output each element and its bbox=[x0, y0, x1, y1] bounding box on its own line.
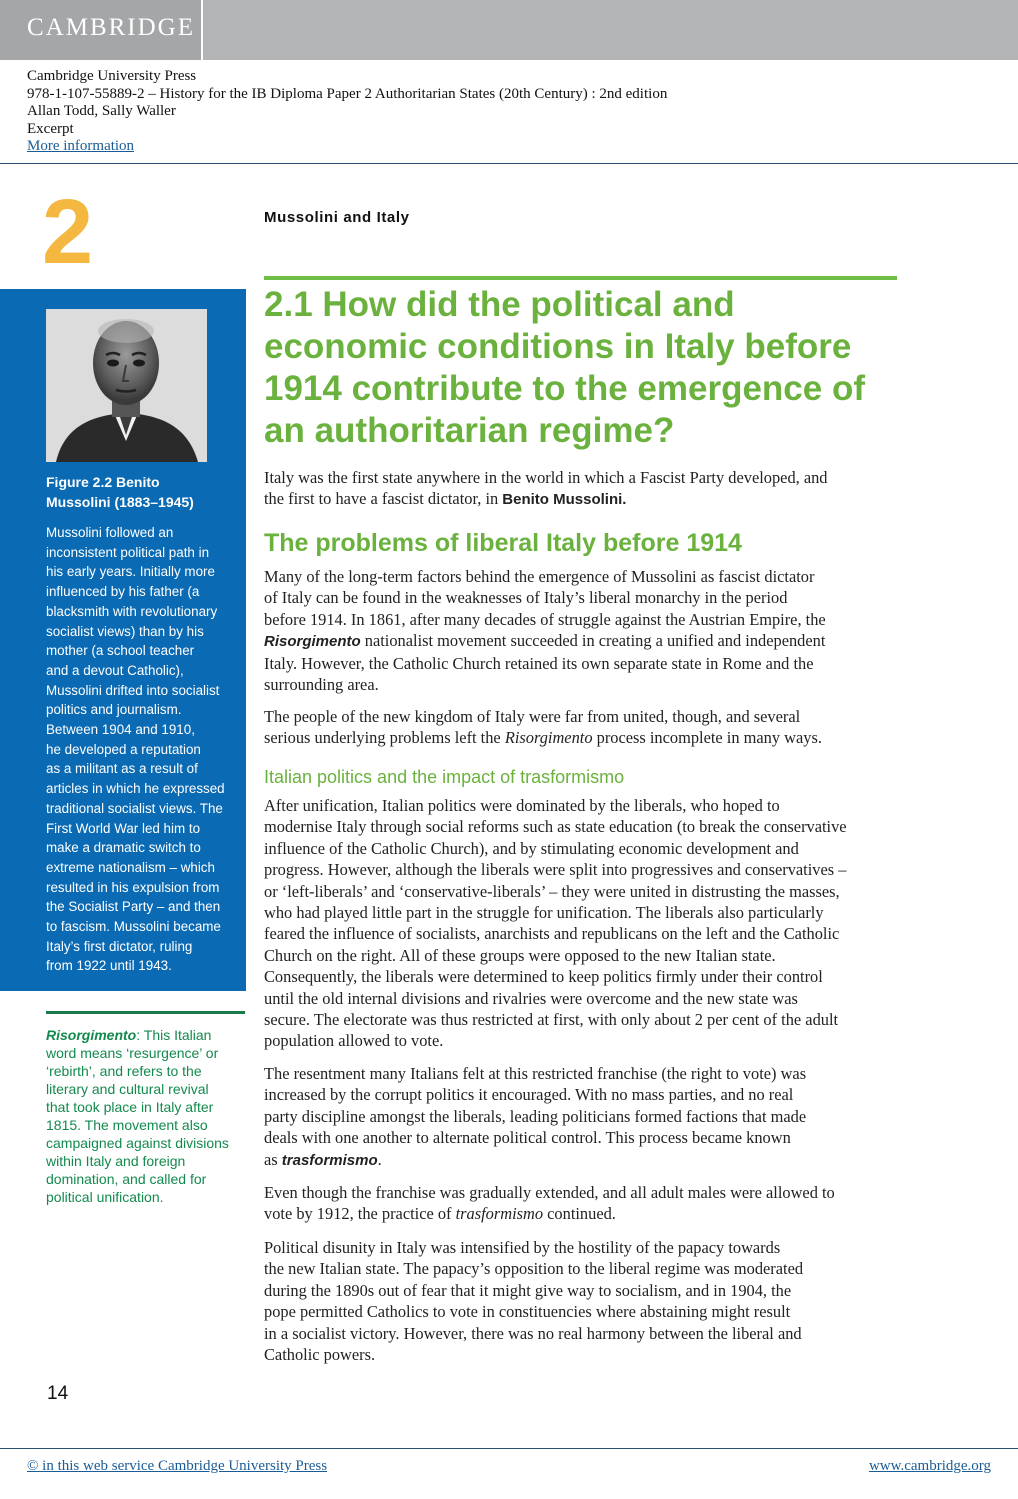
politics-paragraph-4 bbox=[264, 1237, 904, 1365]
figure-text-line: as a militant as a result of bbox=[46, 761, 198, 777]
paragraph-line-text: . bbox=[377, 1149, 382, 1169]
paragraph-line: in a socialist victory. However, there was no real harmony between the liberal and bbox=[264, 1323, 802, 1343]
paragraph-line: party discipline amongst the liberals, leading politicians formed factions that made bbox=[264, 1106, 807, 1126]
figure-text-line: he developed a reputation bbox=[46, 741, 201, 757]
paragraph-line: Consequently, the liberals were determined to keep politics firmly under their control bbox=[264, 967, 823, 987]
figure-text-line: extreme nationalism – which bbox=[46, 859, 215, 875]
paragraph-line: Even though the franchise was gradually extended, and all adult males were allowed to bbox=[264, 1183, 835, 1202]
paragraph-line-text: process incomplete in many ways. bbox=[592, 728, 822, 748]
paragraph-line-text: as bbox=[264, 1149, 282, 1169]
key-term: Risorgimento bbox=[264, 633, 361, 651]
cambridge-banner bbox=[0, 0, 1018, 60]
figure-text-line: to fascism. Mussolini became bbox=[46, 919, 221, 935]
copyright-link[interactable]: © in this web service Cambridge University Press bbox=[27, 1458, 328, 1474]
paragraph-line: pope permitted Catholics to vote in constituencies where abstaining might result bbox=[264, 1302, 791, 1322]
paragraph-line: the new Italian state. The papacy’s opposition to the liberal regime was moderated bbox=[264, 1259, 804, 1279]
glossary-first-line bbox=[46, 1026, 246, 1044]
section-title-line: 1914 contribute to the emergence of bbox=[264, 369, 865, 408]
excerpt-label: Excerpt bbox=[27, 120, 74, 137]
figure-caption bbox=[46, 472, 236, 512]
problems-paragraph-2 bbox=[264, 706, 904, 749]
paragraph-line: increased by the corrupt politics it encouraged. With no mass parties, and no real bbox=[264, 1085, 794, 1105]
figure-text-line: make a dramatic switch to bbox=[46, 840, 201, 856]
paragraph-line-text: vote by 1912, the practice of bbox=[264, 1204, 456, 1224]
figure-text-line: blacksmith with revolutionary bbox=[46, 603, 218, 619]
politics-paragraph-1 bbox=[264, 795, 904, 1052]
figure-text-line: from 1922 until 1943. bbox=[46, 958, 172, 974]
paragraph-line: modernise Italy through social reforms such as state education (to break the conservative bbox=[264, 817, 847, 837]
intro-line: Italy was the first state anywhere in the world in which a Fascist Party developed, and bbox=[264, 468, 828, 487]
page-number: 14 bbox=[47, 1383, 69, 1404]
glossary-term: Risorgimento bbox=[46, 1027, 137, 1043]
paragraph-line: surrounding area. bbox=[264, 675, 379, 695]
paragraph-line: population allowed to vote. bbox=[264, 1031, 444, 1051]
more-information-link[interactable]: More information bbox=[27, 138, 135, 155]
politics-heading: Italian politics and the impact of trasformismo bbox=[264, 767, 625, 787]
footer-divider bbox=[0, 1448, 1018, 1449]
intro-line bbox=[264, 488, 904, 510]
figure-text-line: Mussolini followed an bbox=[46, 525, 174, 540]
paragraph-line bbox=[264, 630, 904, 652]
paragraph-line: progress. However, although the liberals were split into progressives and conservatives – bbox=[264, 860, 847, 880]
paragraph-line: Many of the long-term factors behind the emergence of Mussolini as fascist dictator bbox=[264, 567, 815, 586]
cambridge-website-link[interactable]: www.cambridge.org bbox=[868, 1458, 991, 1474]
figure-text-line: articles in which he expressed bbox=[46, 781, 225, 797]
figure-description bbox=[46, 523, 242, 976]
figure-text-line: mother (a school teacher bbox=[46, 643, 195, 659]
paragraph-line: of Italy can be found in the weaknesses of Italy’s liberal monarchy in the period bbox=[264, 588, 788, 608]
italic-term: trasformismo bbox=[455, 1204, 544, 1224]
problems-paragraph-1 bbox=[264, 566, 904, 695]
mussolini-portrait bbox=[46, 309, 207, 462]
figure-text-line: politics and journalism. bbox=[46, 702, 182, 718]
figure-text-line: inconsistent political path in bbox=[46, 544, 210, 560]
paragraph-line bbox=[264, 727, 904, 748]
paragraph-line: during the 1890s out of fear that it might give way to socialism, and in 1904, the bbox=[264, 1280, 792, 1300]
paragraph-line: After unification, Italian politics were dominated by the liberals, who hoped to bbox=[264, 796, 780, 815]
paragraph-line: until the old internal divisions and rivalries were overcome and the new state was bbox=[264, 988, 798, 1008]
figure-caption-line: Figure 2.2 Benito bbox=[46, 474, 160, 490]
paragraph-line: Italy. However, the Catholic Church retained its own separate state in Rome and the bbox=[264, 653, 814, 673]
portrait-image bbox=[46, 309, 207, 462]
figure-text-line: Italy’s first dictator, ruling bbox=[46, 938, 193, 954]
paragraph-line: influence of the Catholic Church), and by stimulating economic development and bbox=[264, 838, 799, 858]
italic-term: Risorgimento bbox=[504, 728, 593, 748]
authors: Allan Todd, Sally Waller bbox=[27, 103, 176, 120]
publisher: Cambridge University Press bbox=[27, 68, 197, 84]
figure-text-line: and a devout Catholic), bbox=[46, 662, 184, 678]
figure-caption-line: Mussolini (1883–1945) bbox=[46, 494, 194, 510]
glossary-line: campaigned against divisions bbox=[46, 1135, 229, 1151]
paragraph-line: The people of the new kingdom of Italy were far from united, though, and several bbox=[264, 707, 801, 726]
glossary-line: word means ‘resurgence’ or bbox=[46, 1045, 219, 1061]
figure-text-line: the Socialist Party – and then bbox=[46, 899, 221, 915]
figure-text-line: Mussolini drifted into socialist bbox=[46, 682, 220, 698]
paragraph-line: feared the influence of socialists, anarchists and republicans on the left and the Catholic bbox=[264, 924, 840, 944]
paragraph-line: or ‘left-liberals’ and ‘conservative-liberals’ – they were united in distrusting the masses, bbox=[264, 881, 840, 901]
intro-line-text: the first to have a fascist dictator, in bbox=[264, 489, 503, 509]
glossary-divider bbox=[46, 1011, 245, 1014]
section-rule bbox=[264, 276, 897, 280]
paragraph-line bbox=[264, 1203, 904, 1224]
paragraph-line: Church on the right. All of these groups were opposed to the new Italian state. bbox=[264, 945, 776, 965]
paragraph-line bbox=[264, 1149, 904, 1171]
glossary-line: 1815. The movement also bbox=[46, 1117, 208, 1133]
figure-text-line: resulted in his expulsion from bbox=[46, 879, 220, 895]
politics-paragraph-2 bbox=[264, 1063, 904, 1171]
glossary-line: within Italy and foreign bbox=[46, 1153, 186, 1169]
paragraph-line: The resentment many Italians felt at this restricted franchise (the right to vote) was bbox=[264, 1064, 807, 1083]
section-title bbox=[264, 284, 904, 452]
section-title-line: 2.1 How did the political and bbox=[264, 285, 735, 324]
key-term: trasformismo bbox=[281, 1151, 378, 1169]
figure-sidebar bbox=[0, 289, 246, 991]
glossary-box bbox=[46, 1026, 246, 1206]
figure-text-line: his early years. Initially more bbox=[46, 564, 215, 580]
chapter-number: 2 bbox=[42, 181, 94, 283]
glossary-line: ‘rebirth’, and refers to the bbox=[46, 1063, 202, 1079]
cambridge-logo: CAMBRIDGE bbox=[27, 14, 196, 41]
glossary-line: domination, and called for bbox=[46, 1171, 207, 1187]
section-title-line: economic conditions in Italy before bbox=[264, 327, 852, 366]
figure-text-line: influenced by his father (a bbox=[46, 584, 200, 600]
paragraph-line-text: serious underlying problems left the bbox=[264, 728, 505, 748]
intro-key-term: Benito Mussolini. bbox=[502, 491, 627, 509]
paragraph-line: Political disunity in Italy was intensified by the hostility of the papacy towards bbox=[264, 1238, 781, 1257]
header-divider bbox=[0, 163, 1018, 164]
running-head: Mussolini and Italy bbox=[264, 209, 410, 226]
problems-heading: The problems of liberal Italy before 1914 bbox=[264, 529, 742, 557]
glossary-line: political unification. bbox=[46, 1189, 164, 1205]
paragraph-line: secure. The electorate was thus restricted at first, with only about 2 per cent of the adult bbox=[264, 1010, 839, 1030]
glossary-line: literary and cultural revival bbox=[46, 1081, 209, 1097]
figure-text-line: Between 1904 and 1910, bbox=[46, 722, 195, 738]
paragraph-line: Catholic powers. bbox=[264, 1345, 376, 1365]
paragraph-line: deals with one another to alternate political control. This process became known bbox=[264, 1128, 791, 1148]
paragraph-line-text: nationalist movement succeeded in creating a unified and independent bbox=[360, 631, 826, 651]
figure-text-line: First World War led him to bbox=[46, 820, 201, 836]
isbn-title: 978-1-107-55889-2 – History for the IB Diploma Paper 2 Authoritarian States (20th Century) : 2nd edition bbox=[27, 85, 668, 102]
paragraph-line: who had played little part in the struggle for unification. The liberals also particularly bbox=[264, 903, 824, 923]
figure-text-line: traditional socialist views. The bbox=[46, 800, 223, 816]
paragraph-line-text: continued. bbox=[543, 1204, 616, 1224]
intro-paragraph bbox=[264, 467, 904, 511]
paragraph-line: before 1914. In 1861, after many decades of struggle against the Austrian Empire, the bbox=[264, 609, 826, 629]
figure-text-line: socialist views) than by his bbox=[46, 623, 204, 639]
publication-info bbox=[27, 68, 667, 156]
section-title-line: an authoritarian regime? bbox=[264, 411, 675, 450]
glossary-line: that took place in Italy after bbox=[46, 1099, 214, 1115]
glossary-first-line-rest: : This Italian bbox=[136, 1027, 212, 1043]
logo-box bbox=[0, 0, 203, 60]
politics-paragraph-3 bbox=[264, 1182, 904, 1225]
